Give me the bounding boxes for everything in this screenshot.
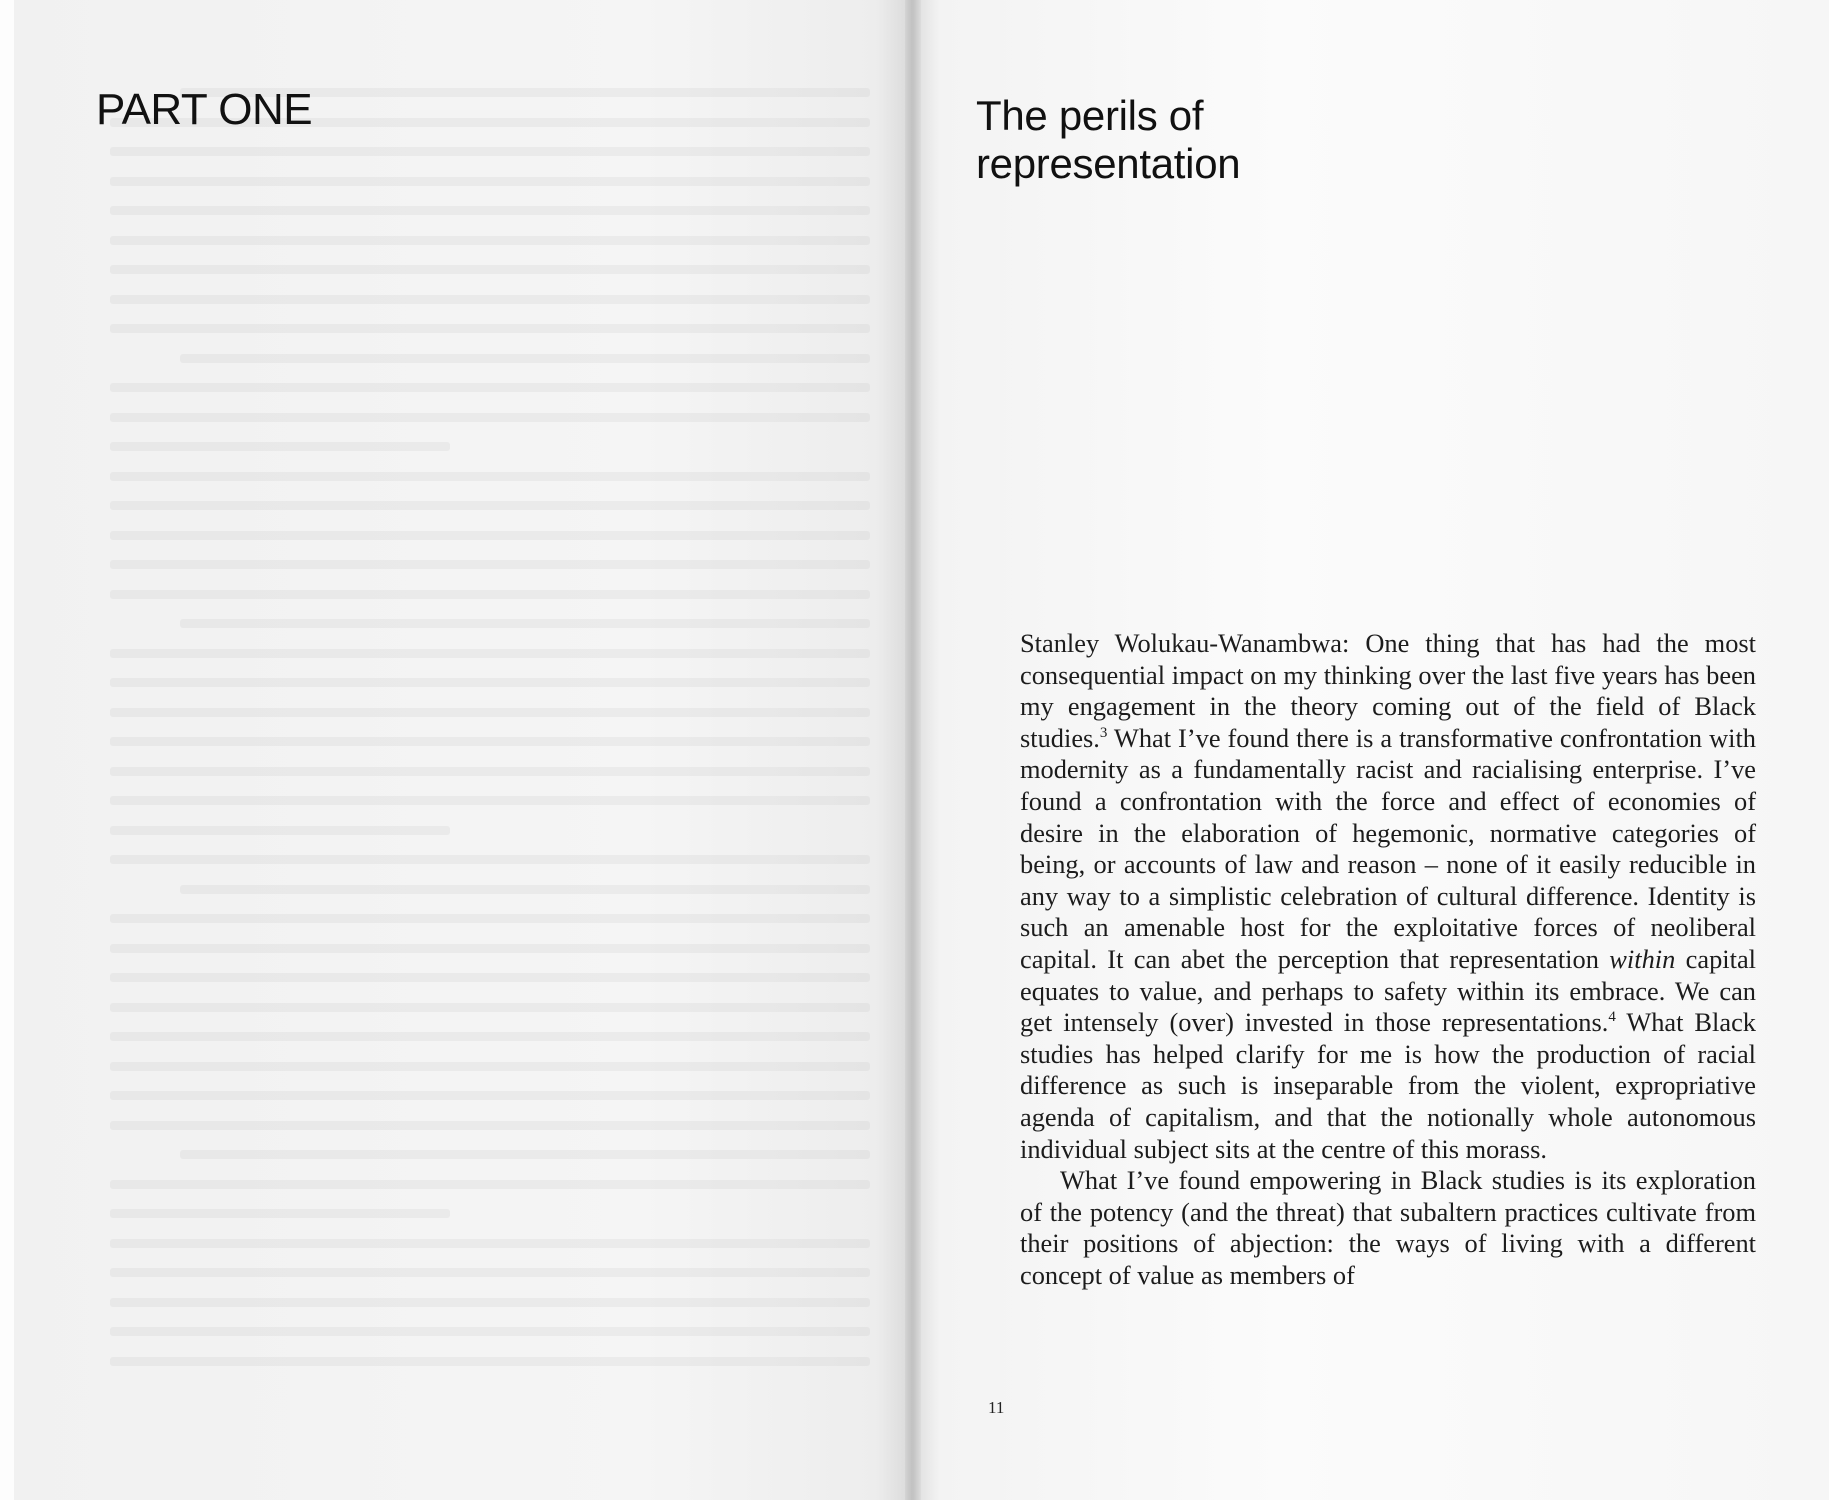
show-through-line [110,501,870,510]
left-page [14,0,912,1500]
chapter-title-line-2: representation [976,140,1241,187]
show-through-line [110,767,870,776]
show-through-line [110,1180,870,1189]
chapter-title-line-1: The perils of [976,92,1204,139]
page-number: 11 [988,1398,1005,1417]
show-through-line [110,1268,870,1277]
show-through-line [110,1357,870,1366]
paragraph-1 [1020,628,1756,1165]
show-through-line [180,619,870,628]
show-through-line [110,1209,450,1218]
show-through-line [110,855,870,864]
show-through-line [110,531,870,540]
chapter-title [976,92,1240,188]
show-through-line [110,590,870,599]
show-through-line [110,177,870,186]
show-through-line [180,885,870,894]
show-through-line [110,324,870,333]
show-through-line [110,678,870,687]
para1-text-a: Stanley Wolukau-Wanambwa: One thing that has had the most consequential impact on my thinking over the last five years has been my engagement in the theory coming out of the field of Black studies. [1020,628,1756,753]
show-through-line [110,944,870,953]
show-through-line [180,1150,870,1159]
show-through-line [180,354,870,363]
show-through-line [110,649,870,658]
show-through-line [110,826,450,835]
show-through-line [110,1121,870,1130]
show-through-line [110,1327,870,1336]
show-through-line [110,1032,870,1041]
paragraph-2: What I’ve found empowering in Black studies is its exploration of the potency (and the threat) that subaltern practices cultivate from their positions of abjection: the ways of living with a different concept of value as members of [1020,1165,1756,1290]
para1-text-b: What I’ve found there is a transformative confrontation with modernity as a fundamentally racist and racialising enterprise. I’ve found a confrontation with the force and effect of economies of desire in the elaboration of hegemonic, normative categories of being, or accounts of law and reason – none of it easily reducible in any way to a simplistic celebration of cultural difference. Identity is such an amenable host for the exploitative forces of neoliberal capital. It can abet the perception that representation [1020,722,1756,974]
show-through-line [110,708,870,717]
emphasis-within: within [1609,943,1676,974]
footnote-ref-3: 3 [1099,724,1108,741]
show-through-line [110,147,870,156]
show-through-line [110,265,870,274]
show-through-line [110,383,870,392]
show-through-line [110,295,870,304]
para1-text-c: capital equates to value, and perhaps to safety within its embrace. We can get intensely (over) invested in those representations. [1020,943,1757,1038]
show-through-line [110,796,870,805]
show-through-line [110,973,870,982]
show-through-line [110,1298,870,1307]
show-through-line [110,1239,870,1248]
body-text [1020,628,1756,1291]
show-through-line [110,560,870,569]
show-through-line [110,413,870,422]
show-through-line [110,442,450,451]
footnote-ref-4: 4 [1608,1009,1616,1026]
show-through-line [110,1091,870,1100]
gutter-shadow [905,0,921,1500]
show-through-line [110,472,870,481]
para1-text-d: What Black studies has helped clarify for me is how the production of racial difference as such is inseparable from the violent, expropriative agenda of capitalism, and that the notionally whole autonomous individual subject sits at the centre of this morass. [1020,1007,1756,1164]
part-title: PART ONE [96,85,313,134]
show-through-line [110,737,870,746]
show-through-line [110,206,870,215]
show-through-line [110,236,870,245]
show-through-line [110,1062,870,1071]
show-through-line [110,1003,870,1012]
show-through-line [110,914,870,923]
